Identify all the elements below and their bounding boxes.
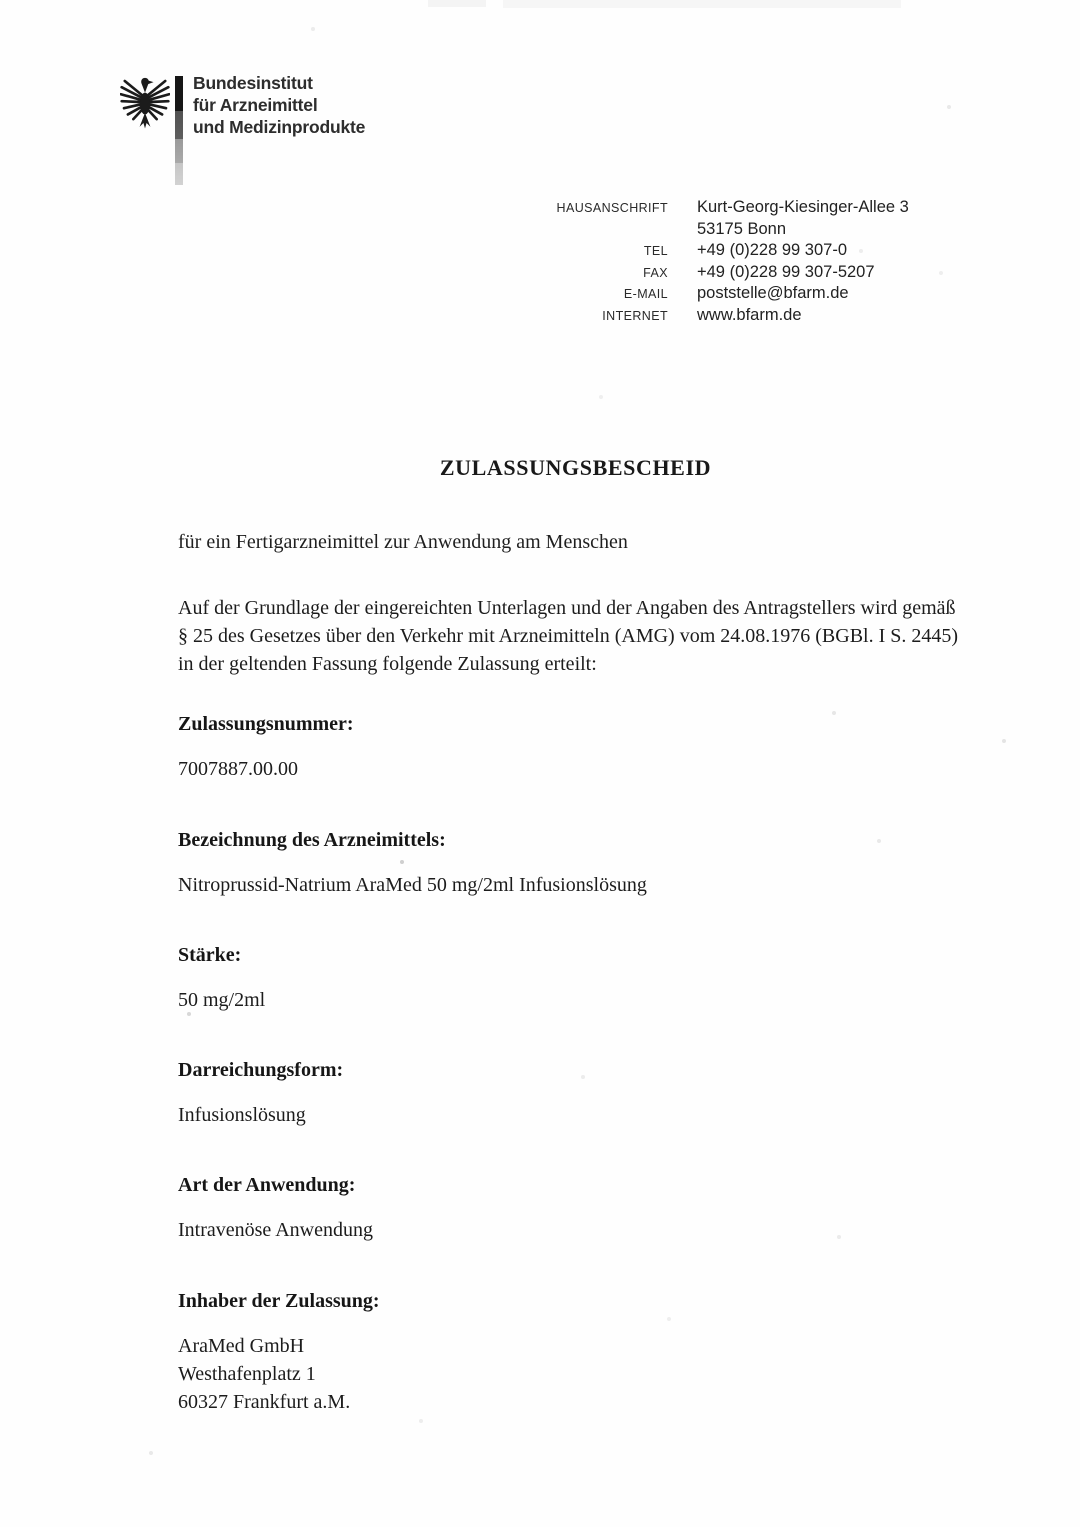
contact-value: www.bfarm.de	[697, 305, 802, 324]
section-value: 60327 Frankfurt a.M.	[178, 1391, 351, 1413]
section-heading: Darreichungsform:	[178, 1059, 344, 1081]
federal-eagle-icon	[120, 74, 170, 130]
contact-label: FAX	[643, 265, 668, 280]
intro-line: § 25 des Gesetzes über den Verkehr mit Arzneimitteln (AMG) vom 24.08.1976 (BGBl. I S. 2445)	[178, 625, 959, 647]
section-zulassungsnummer	[178, 711, 998, 783]
section-heading: Inhaber der Zulassung:	[178, 1290, 380, 1312]
section-value: Nitroprussid-Natrium AraMed 50 mg/2ml Infusionslösung	[178, 874, 647, 896]
contact-block	[430, 198, 950, 328]
intro-line: Auf der Grundlage der eingereichten Unterlagen und der Angaben des Antragstellers wird gemäß	[178, 597, 956, 619]
section-value: 7007887.00.00	[178, 758, 298, 780]
section-darreichungsform	[178, 1057, 998, 1129]
contact-value: Kurt-Georg-Kiesinger-Allee 3	[697, 198, 909, 216]
section-heading: Bezeichnung des Arzneimittels:	[178, 829, 446, 851]
section-heading: Zulassungsnummer:	[178, 713, 354, 735]
contact-row	[430, 198, 950, 220]
section-heading: Stärke:	[178, 944, 242, 966]
section-inhaber-der-zulassung	[178, 1288, 998, 1416]
org-name-line: für Arzneimittel	[193, 95, 318, 115]
scan-artifact-strip	[428, 0, 486, 7]
section-art-der-anwendung	[178, 1172, 998, 1244]
section-value: Westhafenplatz 1	[178, 1363, 316, 1385]
section-value: Infusionslösung	[178, 1104, 306, 1126]
document-subtitle: für ein Fertigarzneimittel zur Anwendung am Menschen	[178, 531, 628, 553]
org-name-line: Bundesinstitut	[193, 73, 313, 93]
contact-value: +49 (0)228 99 307-5207	[697, 262, 875, 281]
section-value: 50 mg/2ml	[178, 989, 266, 1011]
document-title: ZULASSUNGSBESCHEID	[439, 455, 712, 480]
contact-value: 53175 Bonn	[697, 219, 787, 238]
contact-label: E-MAIL	[623, 287, 668, 302]
section-heading: Art der Anwendung:	[178, 1174, 356, 1196]
intro-line: in der geltenden Fassung folgende Zulassung erteilt:	[178, 653, 597, 675]
contact-label: INTERNET	[602, 308, 668, 323]
scan-speckles	[0, 0, 2, 2]
contact-value: +49 (0)228 99 307-0	[697, 241, 847, 260]
intro-paragraph	[178, 594, 958, 678]
contact-row	[430, 241, 950, 263]
section-value: Intravenöse Anwendung	[178, 1219, 373, 1241]
org-name	[193, 72, 365, 138]
contact-label: HAUSANSCHRIFT	[556, 201, 668, 215]
contact-label: TEL	[643, 244, 668, 259]
contact-row	[430, 263, 950, 285]
contact-value: poststelle@bfarm.de	[697, 284, 849, 303]
section-staerke	[178, 942, 998, 1014]
org-name-line: und Medizinprodukte	[193, 117, 366, 137]
contact-row	[430, 220, 950, 242]
logo-divider-bar	[175, 76, 183, 185]
section-value: AraMed GmbH	[178, 1335, 305, 1357]
section-bezeichnung	[178, 827, 998, 899]
contact-row	[430, 306, 950, 328]
contact-row	[430, 284, 950, 306]
scan-artifact-strip	[503, 0, 901, 8]
